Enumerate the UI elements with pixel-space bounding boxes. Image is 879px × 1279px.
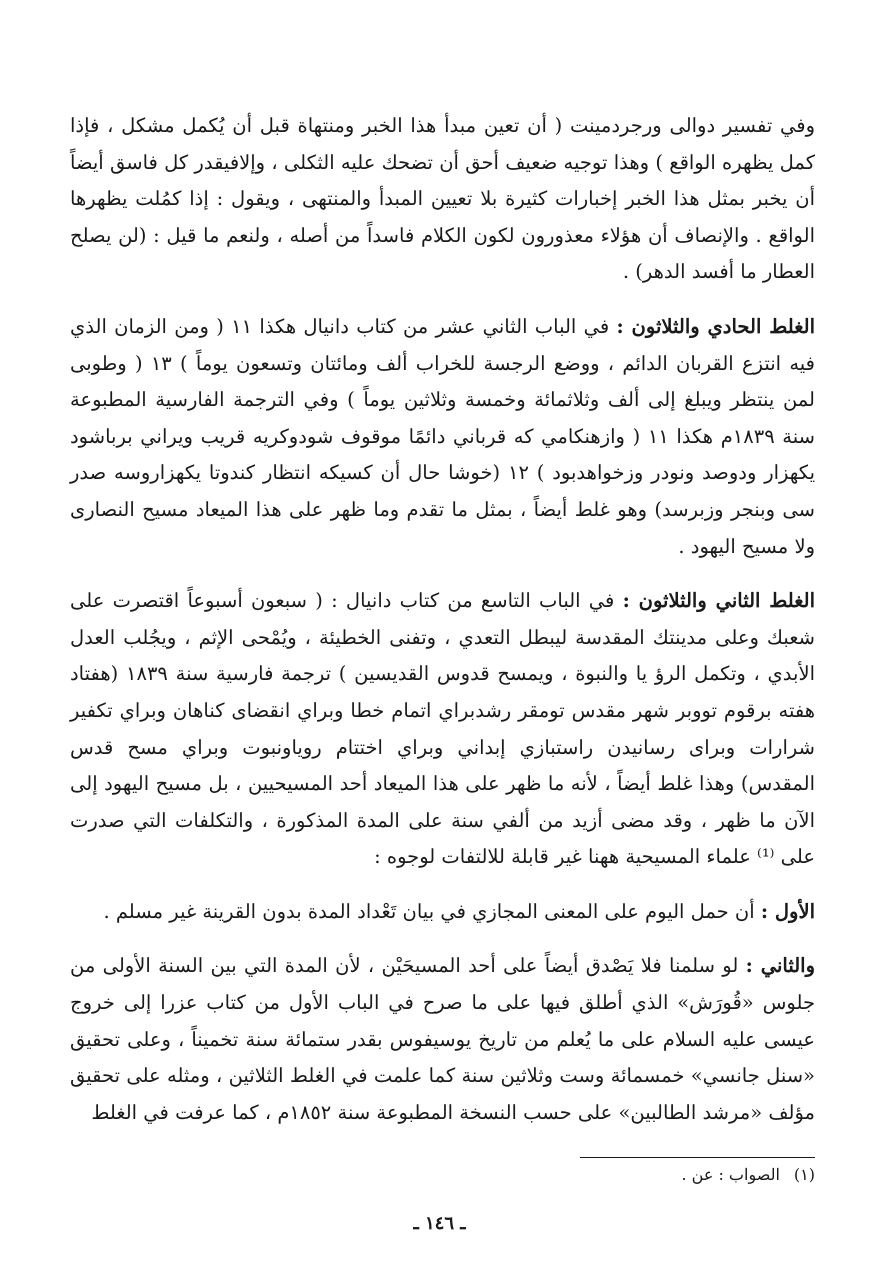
paragraph-text: أن حمل اليوم على المعنى المجازي في بيان تَعْداد المدة بدون القرينة غير مسلم . (103, 899, 761, 923)
paragraph-heading: الغلط الحادي والثلاثون : (616, 314, 815, 338)
paragraph-text: في الباب التاسع من كتاب دانيال : ( سبعون أسبوعاً اقتصرت على شعبك وعلى مدينتك المقدسة ليبطل التعدي ، وتفنى الخطيئة ، ويُمْحى الإثم ، ويجُلب العدل الأبدي ، وتكمل الرؤ يا والنبوة ، ويمسح قدوس القديسين ) ترجمة فارسية سنة ١٨٣٩ (هفتاد هفته برقوم تووبر شهر مقدس تومقر رشدبراي اتمام خطا وبراي انقضاى كناهان وبراي تكفير شرارات وبراى رسانيدن راستبازي إبداني وبراي اختتام روياونبوت وبراي مسح قدس المقدس) وهذا غلط أيضاً ، لأنه ما ظهر على هذا الميعاد أحد المسيحيين ، بل مسيح اليهود إلى الآن ما ظهر ، وقد مضى أزيد من ألفي سنة على المدة المذكورة ، والتكلفات التي صدرت على ⁽¹⁾ علماء المسيحية ههنا غير قابلة للالتفات لوجوه : (70, 589, 815, 869)
footnote-text: الصواب : عن . (681, 1165, 780, 1184)
paragraph-interpretation (70, 108, 815, 291)
paragraph-error-32 (70, 583, 815, 876)
paragraph-text: لو سلمنا فلا يَصْدق أيضاً على أحد المسيحَيْن ، لأن المدة التي بين السنة الأولى من جلوس «قُورَش» الذي أطلق فيها على ما صرح في الباب الأول من كتاب عزرا إلى خروج عيسى عليه السلام على ما يُعلم من تاريخ يوسيفوس بقدر ستمائة سنة تخميناً ، وعلى تحقيق «سنل جانسي» خمسمائة وست وثلاثين سنة كما علمت في الغلط الثلاثين ، ومثله على تحقيق مؤلف «مرشد الطالبين» على حسب النسخة المطبوعة سنة ١٨٥٢م ، كما عرفت في الغلط (70, 954, 815, 1124)
footnote-divider (580, 1157, 815, 1158)
paragraph-heading: الأول : (760, 899, 815, 923)
page-body (70, 108, 815, 1131)
paragraph-first-reason (70, 894, 815, 931)
paragraph-heading: والثاني : (745, 954, 815, 978)
paragraph-text: في الباب الثاني عشر من كتاب دانيال هكذا ١١ ( ومن الزمان الذي فيه انتزع القربان الدائم ، ووضع الرجسة للخراب ألف ومائتان وتسعون يوماً ) ١٣ ( وطوبى لمن ينتظر ويبلغ إلى ألف وثلاثمائة وخمسة وثلاثين يوماً ) وفي الترجمة الفارسية المطبوعة سنة ١٨٣٩م هكذا ١١ ( وازهنكامي كه قرباني دائمًا موقوف شودوكريه قريب ويراني برباشود يكهزار ودوصد ونودر وزخواهدبود ) ١٢ (خوشا حال أن كسيكه انتظار كندوتا يكهزاروسه صدر سى وبنجر وزبرسد) وهو غلط أيضاً ، بمثل ما تقدم وما ظهر على هذا الميعاد مسيح النصارى ولا مسيح اليهود . (70, 314, 815, 558)
paragraph-second-reason (70, 948, 815, 1131)
paragraph-text: وفي تفسير دوالى ورجردمينت ( أن تعين مبدأ هذا الخبر ومنتهاة قبل أن يُكمل مشكل ، فإذا كمل يظهره الواقع ) وهذا توجيه ضعيف أحق أن تضحك عليه الثكلى ، وإلافيقدر كل فاسق أيضاً أن يخبر بمثل هذا الخبر إخبارات كثيرة بلا تعيين المبدأ والمنتهى ، ويقول : إذا كمُلت يظهرها الواقع . والإنصاف أن هؤلاء معذورون لكون الكلام فاسداً من أصله ، ولنعم ما قيل : (لن يصلح العطار ما أفسد الدهر) . (70, 114, 815, 284)
footnote-marker: (١) (793, 1165, 815, 1184)
page-number: ـ ١٤٦ ـ (413, 1213, 466, 1234)
paragraph-error-31 (70, 309, 815, 565)
footnote (415, 1163, 815, 1187)
paragraph-heading: الغلط الثاني والثلاثون : (622, 589, 815, 613)
